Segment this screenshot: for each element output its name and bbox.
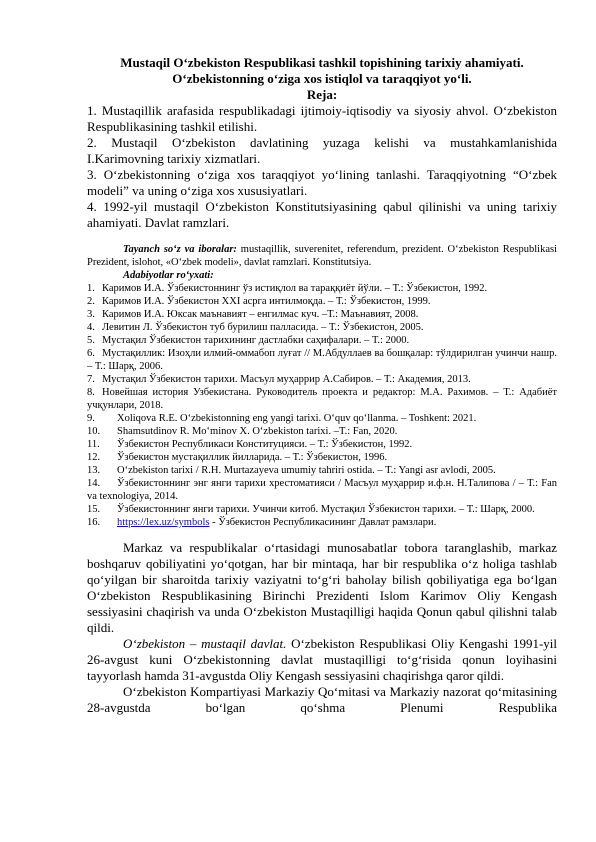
literature-item-text: Shamsutdinov R. Mo‘minov X. O‘zbekiston tarixi. –T.: Fan, 2020.: [117, 426, 398, 437]
literature-item-text: Каримов И.А. Ўзбекистон XXI асрга интилмоқда. – Т.: Ўзбекистон, 1999.: [102, 296, 431, 307]
plan-item: 4. 1992-yil mustaqil O‘zbekiston Konstitutsiyasining qabul qilinishi va uning tarixiy ahamiyati. Davlat ramzlari.: [87, 199, 557, 230]
plan-item: 1. Mustaqillik arafasida respublikadagi ijtimoiy-iqtisodiy va siyosiy ahvol. O‘zbekiston Respublikasining tashkil etilishi.: [87, 103, 557, 134]
literature-item-number: 7.: [87, 374, 95, 385]
literature-item-number: 1.: [87, 283, 95, 294]
literature-item: [87, 451, 557, 464]
literature-item-number: 2.: [87, 296, 95, 307]
literature-item-text: Ўзбекистоннинг энг янги тарихи хрестоматияси / Масъул муҳаррир и.ф.н. Н.Талипова / – Т.: Fan va texnologiya, 2014.: [87, 478, 557, 502]
literature-item-text: Xoliqova R.E. O‘zbekistonning eng yangi tarixi. O‘quv qo‘llanma. – Toshkent: 2021.: [117, 413, 477, 424]
body-paragraph-1: Markaz va respublikalar o‘rtasidagi munosabatlar tobora taranglashib, markaz boshqaruv qobiliyatini yo‘qotgan, har bir mintaqa, har bir respublika o‘z holiga tashlab qo‘yilgan bir sharoitda tarixiy vaziyatni to‘g‘ri baholay bilish qobiliyatiga ega bo‘lgan O‘zbekiston Respublikasining Birinchi Prezidenti Islom Karimov Oliy Kengash sessiyasini chaqirish va unda O‘zbekiston Mustaqilligi haqida Qonun qabul qilishni talab qildi.: [87, 540, 557, 635]
literature-item-text: O‘zbekiston tarixi / R.H. Murtazayeva umumiy tahriri ostida. – T.: Yangi asr avlodi, 2005.: [117, 465, 496, 476]
literature-item: [87, 438, 557, 451]
literature-item: [87, 516, 557, 529]
literature-item-text: Мустақил Ўзбекистон тарихи. Масъул муҳаррир А.Сабиров. – Т.: Академия, 2013.: [102, 374, 471, 385]
literature-item-number: 4.: [87, 322, 95, 333]
literature-item: [87, 503, 557, 516]
literature-item-text: Ўзбекистон мустақиллик йилларида. – Т.: Ўзбекистон, 1996.: [117, 452, 388, 463]
plan-item: 3. O‘zbekistonning o‘ziga xos taraqqiyot yo‘lining tanlashi. Taraqqiyotning “O‘zbek modeli” va uning o‘ziga xos xususiyatlari.: [87, 167, 557, 198]
literature-item: [87, 464, 557, 477]
literature-item-text: Новейшая история Узбекистана. Руководитель проекта и редактор: М.А. Рахимов. – Т.: Адабиёт учқунлари, 2018.: [87, 387, 557, 411]
literature-item: [87, 425, 557, 438]
literature-item-number: 3.: [87, 309, 95, 320]
literature-item-text: Ўзбекистоннинг янги тарихи. Учинчи китоб. Мустақил Ўзбекистон тарихи. – Т.: Шарқ, 2000.: [117, 504, 535, 515]
literature-item-number: 15.: [87, 504, 101, 515]
plan-list: [87, 103, 557, 231]
literature-item-text: Каримов И.А. Юксак маънавият – енгилмас куч. –Т.: Маънавият, 2008.: [102, 309, 419, 320]
body-paragraph-3: O‘zbekiston Kompartiyasi Markaziy Qo‘mitasi va Markaziy nazorat qo‘mitasining 28-avgustda bo‘lgan qo‘shma Plenumi Respublika: [87, 684, 557, 715]
literature-item: [87, 295, 557, 308]
literature-item-text: Ўзбекистон Республикаси Конституцияси. – Т.: Ўзбекистон, 1992.: [117, 439, 413, 450]
paragraph-emphasis: O‘zbekiston – mustaqil davlat.: [123, 636, 287, 651]
paragraph-text: O‘zbekiston Respublikasi Oliy Kengashi 1991-yil 26-avgust kuni O‘zbekistonning davlat mustaqilligi to‘g‘risida qonun loyihasini tayyorlash hamda 31-avgustda Oliy Kengash sessiyasini chaqirishga qaror qildi.: [87, 636, 557, 683]
literature-item-number: 5.: [87, 335, 95, 346]
symbols-link[interactable]: https://lex.uz/symbols: [117, 517, 210, 528]
literature-item: [87, 386, 557, 412]
literature-item-text: Каримов И.А. Ўзбекистоннинг ўз истиқлол ва тараққиёт йўли. – Т.: Ўзбекистон, 1992.: [102, 283, 488, 294]
plan-heading: Reja:: [306, 87, 338, 102]
plan-item: 2. Mustaqil O‘zbekiston davlatining yuzaga kelishi va mustahkamlanishida I.Karimovning tarixiy xizmatlari.: [87, 135, 557, 166]
literature-item-text: Левитин Л. Ўзбекистон туб бурилиш палласида. – Т.: Ўзбекистон, 2005.: [102, 322, 424, 333]
keywords-label: Tayanch so‘z va iboralar:: [123, 244, 237, 255]
literature-item: [87, 477, 557, 503]
literature-item-number: 6.: [87, 348, 95, 359]
literature-item: [87, 373, 557, 386]
literature-item-text: - Ўзбекистон Республикасининг Давлат рамзлари.: [209, 517, 437, 528]
literature-heading: Adabiyotlar ro‘yxati:: [123, 270, 214, 281]
document-page: [87, 55, 557, 716]
literature-item-text: Мустақиллик: Изоҳли илмий-оммабоп луғат // М.Абдуллаев ва бошқалар: тўлдирилган учинчи нашр. – Т.: Шарқ, 2006.: [87, 348, 557, 372]
literature-item: [87, 282, 557, 295]
literature-item-number: 12.: [87, 452, 101, 463]
literature-item: [87, 334, 557, 347]
literature-item-number: 13.: [87, 465, 101, 476]
document-title-line-2: O‘zbekistonning o‘ziga xos istiqlol va taraqqiyot yo‘li.: [172, 71, 472, 86]
document-title-line-1: Mustaqil O‘zbekiston Respublikasi tashkil topishining tarixiy ahamiyati.: [120, 55, 524, 70]
literature-list: [87, 282, 557, 529]
literature-item: [87, 347, 557, 373]
literature-item-number: 11.: [87, 439, 100, 450]
literature-item: [87, 321, 557, 334]
literature-item-number: 14.: [87, 478, 101, 489]
literature-item-text: Мустақил Ўзбекистон тарихининг дастлабки саҳифалари. – Т.: 2000.: [102, 335, 410, 346]
keywords-paragraph: [87, 243, 557, 269]
body-paragraph-2: [87, 636, 557, 684]
keywords-text: mustaqillik, suverenitet, referendum, prezident. O‘zbekiston Respublikasi Prezident, islohot, «O‘zbek modeli», davlat ramzlari. Konstitutsiya.: [87, 244, 557, 268]
literature-item-number: 16.: [87, 517, 101, 528]
literature-item-number: 10.: [87, 426, 101, 437]
literature-item: [87, 308, 557, 321]
literature-item: [87, 412, 557, 425]
literature-item-number: 8.: [87, 387, 95, 398]
literature-item-number: 9.: [87, 413, 95, 424]
